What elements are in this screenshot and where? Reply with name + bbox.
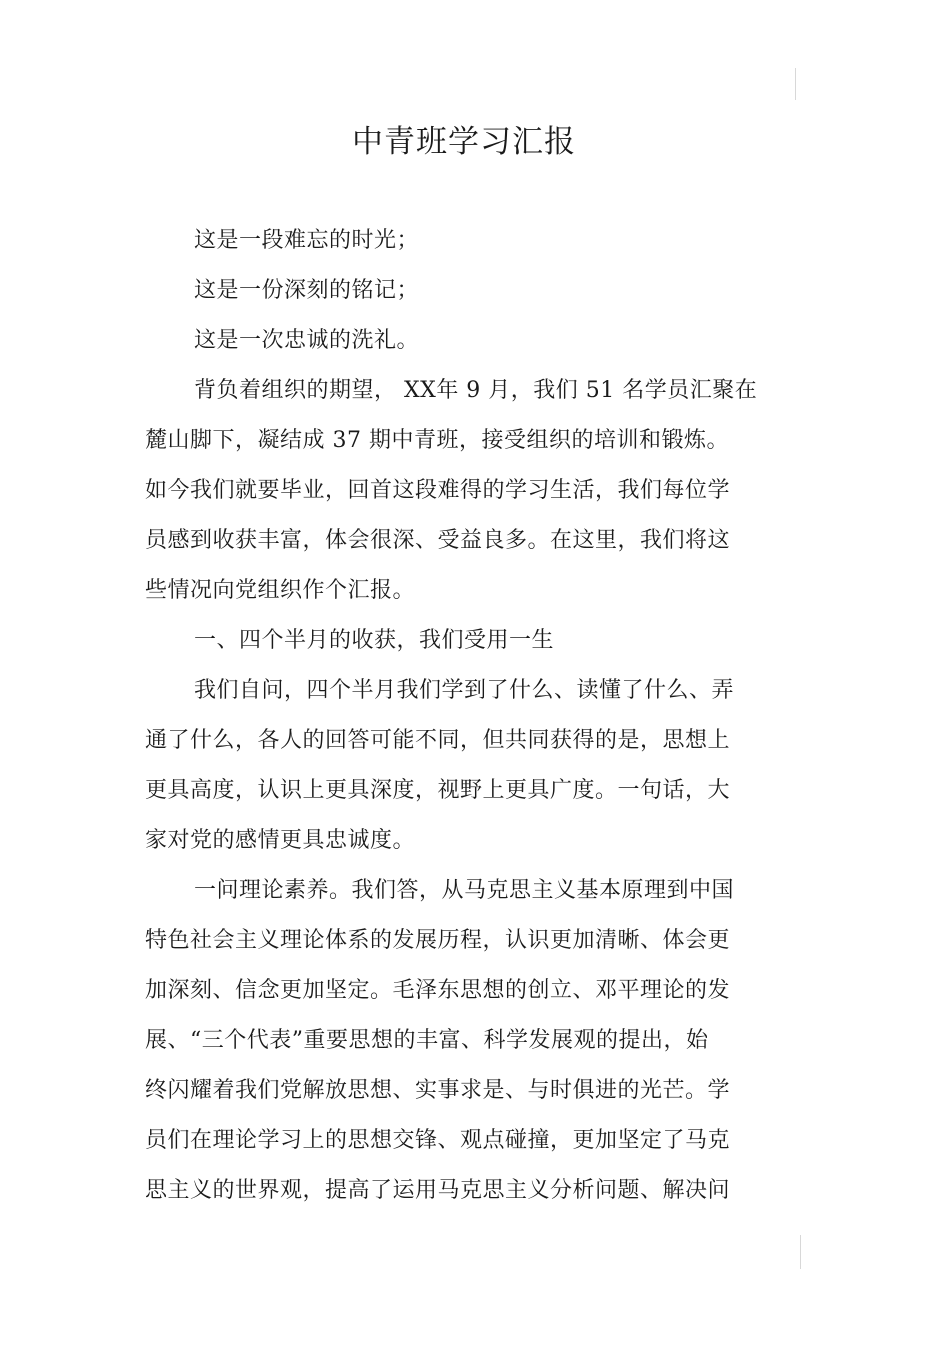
document-title: 中青班学习汇报 (352, 124, 576, 160)
paragraph-line: 些情况向党组织作个汇报。 (145, 578, 416, 603)
paragraph-line: 加深刻、信念更加坚定。毛泽东思想的创立、邓平理论的发 (145, 978, 731, 1003)
paragraph-line: 通了什么，各人的回答可能不同，但共同获得的是，思想上 (145, 728, 731, 753)
paragraph-line: 员感到收获丰富，体会很深、受益良多。在这里，我们将这 (145, 528, 731, 553)
paragraph-line: 一问理论素养。我们答，从马克思主义基本原理到中国 (194, 878, 735, 903)
page-edge-mark (795, 68, 796, 100)
paragraph-line: 展、“三个代表”重要思想的丰富、科学发展观的提出，始 (145, 1028, 709, 1053)
paragraph-line: 特色社会主义理论体系的发展历程，认识更加清晰、体会更 (145, 928, 731, 953)
page-edge-mark (800, 1235, 801, 1269)
paragraph-line: 这是一次忠诚的洗礼。 (194, 328, 420, 353)
paragraph-line: 背负着组织的期望， XX年 9 月，我们 51 名学员汇聚在 (194, 378, 758, 403)
paragraph-line: 家对党的感情更具忠诚度。 (145, 828, 416, 853)
paragraph-line: 终闪耀着我们党解放思想、实事求是、与时俱进的光芒。学 (145, 1078, 731, 1103)
paragraph-line: 如今我们就要毕业，回首这段难得的学习生活，我们每位学 (145, 478, 731, 503)
paragraph-line: 员们在理论学习上的思想交锋、观点碰撞，更加坚定了马克 (145, 1128, 731, 1153)
paragraph-line: 更具高度，认识上更具深度，视野上更具广度。一句话，大 (145, 778, 731, 803)
paragraph-line: 思主义的世界观，提高了运用马克思主义分析问题、解决问 (145, 1178, 731, 1203)
paragraph-line: 我们自问，四个半月我们学到了什么、读懂了什么、弄 (194, 678, 735, 703)
paragraph-line: 这是一份深刻的铭记； (194, 278, 420, 303)
paragraph-line: 这是一段难忘的时光； (194, 228, 420, 253)
section-heading: 一、四个半月的收获，我们受用一生 (194, 628, 555, 653)
paragraph-line: 麓山脚下，凝结成 37 期中青班，接受组织的培训和锻炼。 (145, 428, 729, 453)
